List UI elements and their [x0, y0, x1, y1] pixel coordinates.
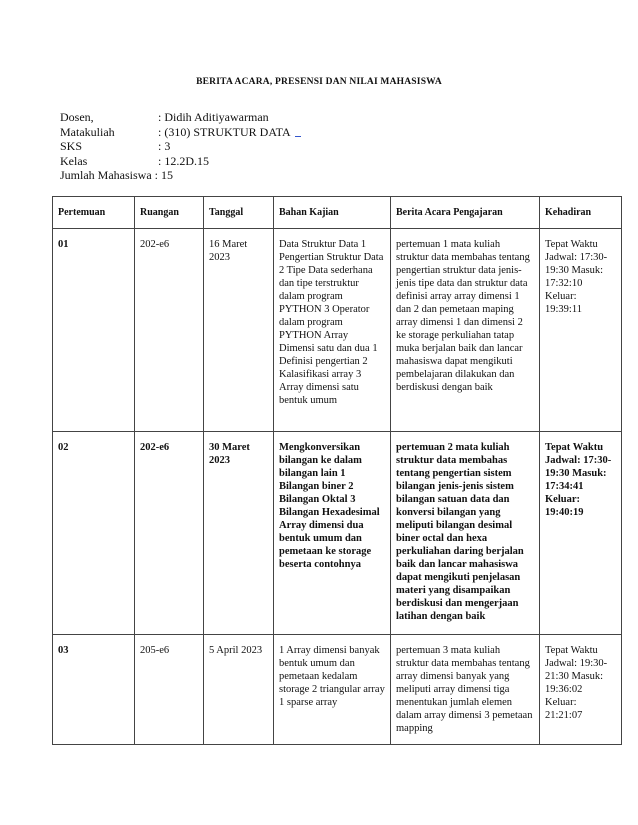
matakuliah-label: Matakuliah — [60, 124, 115, 139]
cell-kehadiran: Tepat Waktu Jadwal: 19:30-21:30 Masuk: 19:36:02 Keluar: 21:21:07 — [540, 635, 622, 745]
cell-berita-acara: pertemuan 1 mata kuliah struktur data membahas tentang pengertian struktur data jenis-jenis tipe data dan struktur data definisi array array dimensi 1 dan 2 dan pemetaan maping array dimensi 1 dan dimensi 2 ke storage perkuliahan tatap muka berjalan baik dan lancar mahasiswa dapat mengikuti pembelajaran dilakukan dan berdiskusi dengan baik — [391, 229, 540, 432]
cell-tanggal: 5 April 2023 — [204, 635, 274, 745]
jumlah-value: : 15 — [154, 168, 173, 183]
cell-berita-acara: pertemuan 3 mata kuliah struktur data membahas tentang array dimensi banyak yang meliputi array dimensi tiga menentukan jumlah elemen dalam array dimensi 3 pemetaan mapping — [391, 635, 540, 745]
cell-kehadiran: Tepat Waktu Jadwal: 17:30-19:30 Masuk: 17:32:10 Keluar: 19:39:11 — [540, 229, 622, 432]
cell-berita-acara: pertemuan 2 mata kuliah struktur data membahas tentang pengertian sistem bilangan jenis-jenis sistem bilangan satuan data dan konversi bilangan yang meliputi bilangan desimal biner octal dan hexa perkuliahan daring berjalan baik dan lancar mahasiswa dapat mengikuti penjelasan materi yang disampaikan berdiskusi dan mengerjaan latihan dengan baik — [391, 432, 540, 635]
attendance-table — [52, 196, 622, 745]
cell-ruangan: 202-e6 — [135, 229, 204, 432]
info-matakuliah — [60, 125, 301, 140]
cell-kehadiran: Tepat Waktu Jadwal: 17:30-19:30 Masuk: 17:34:41 Keluar: 19:40:19 — [540, 432, 622, 635]
dosen-value: : Didih Aditiyawarman — [158, 110, 269, 124]
jumlah-label: Jumlah Mahasiswa — [60, 168, 152, 183]
info-kelas — [60, 154, 301, 169]
table-row — [53, 432, 622, 635]
cell-ruangan: 205-e6 — [135, 635, 204, 745]
table-header-row — [53, 197, 622, 229]
cell-tanggal: 16 Maret 2023 — [204, 229, 274, 432]
cell-bahan-kajian: Data Struktur Data 1 Pengertian Struktur Data 2 Tipe Data sederhana dan tipe terstruktur dalam program PYTHON 3 Operator dalam program PYTHON Array Dimensi satu dan dua 1 Definisi pengertian 2 Kalasifikasi array 3 Array dimensi satu bentuk umum — [274, 229, 391, 432]
header-tanggal: Tanggal — [204, 197, 274, 229]
table-row — [53, 229, 622, 432]
cell-pertemuan: 01 — [53, 229, 135, 432]
header-kehadiran: Kehadiran — [540, 197, 622, 229]
table-row — [53, 635, 622, 745]
document-title: BERITA ACARA, PRESENSI DAN NILAI MAHASISWA — [196, 77, 442, 87]
cell-bahan-kajian: 1 Array dimensi banyak bentuk umum dan pemetaan kedalam storage 2 triangular array 1 sparse array — [274, 635, 391, 745]
kelas-label: Kelas — [60, 153, 88, 168]
info-jumlah — [60, 168, 301, 183]
cell-tanggal: 30 Maret 2023 — [204, 432, 274, 635]
header-ruangan: Ruangan — [135, 197, 204, 229]
cell-pertemuan: 03 — [53, 635, 135, 745]
header-berita-acara: Berita Acara Pengajaran — [391, 197, 540, 229]
cell-pertemuan: 02 — [53, 432, 135, 635]
header-bahan-kajian: Bahan Kajian — [274, 197, 391, 229]
header-pertemuan: Pertemuan — [53, 197, 135, 229]
dosen-label: Dosen, — [60, 110, 94, 124]
cell-ruangan: 202-e6 — [135, 432, 204, 635]
kelas-value: : 12.2D.15 — [158, 153, 209, 168]
sks-value: : 3 — [158, 139, 171, 154]
sks-label: SKS — [60, 139, 83, 154]
matakuliah-value: : (310) STRUKTUR DATA — [158, 124, 291, 139]
cell-bahan-kajian: Mengkonversikan bilangan ke dalam bilangan lain 1 Bilangan biner 2 Bilangan Oktal 3 Bilangan Hexadesimal Array dimensi dua bentuk umum dan pemetaan ke storage beserta contohnya — [274, 432, 391, 635]
info-sks — [60, 139, 301, 154]
info-dosen — [60, 110, 301, 125]
course-info — [60, 110, 301, 183]
matakuliah-underline — [295, 125, 301, 137]
